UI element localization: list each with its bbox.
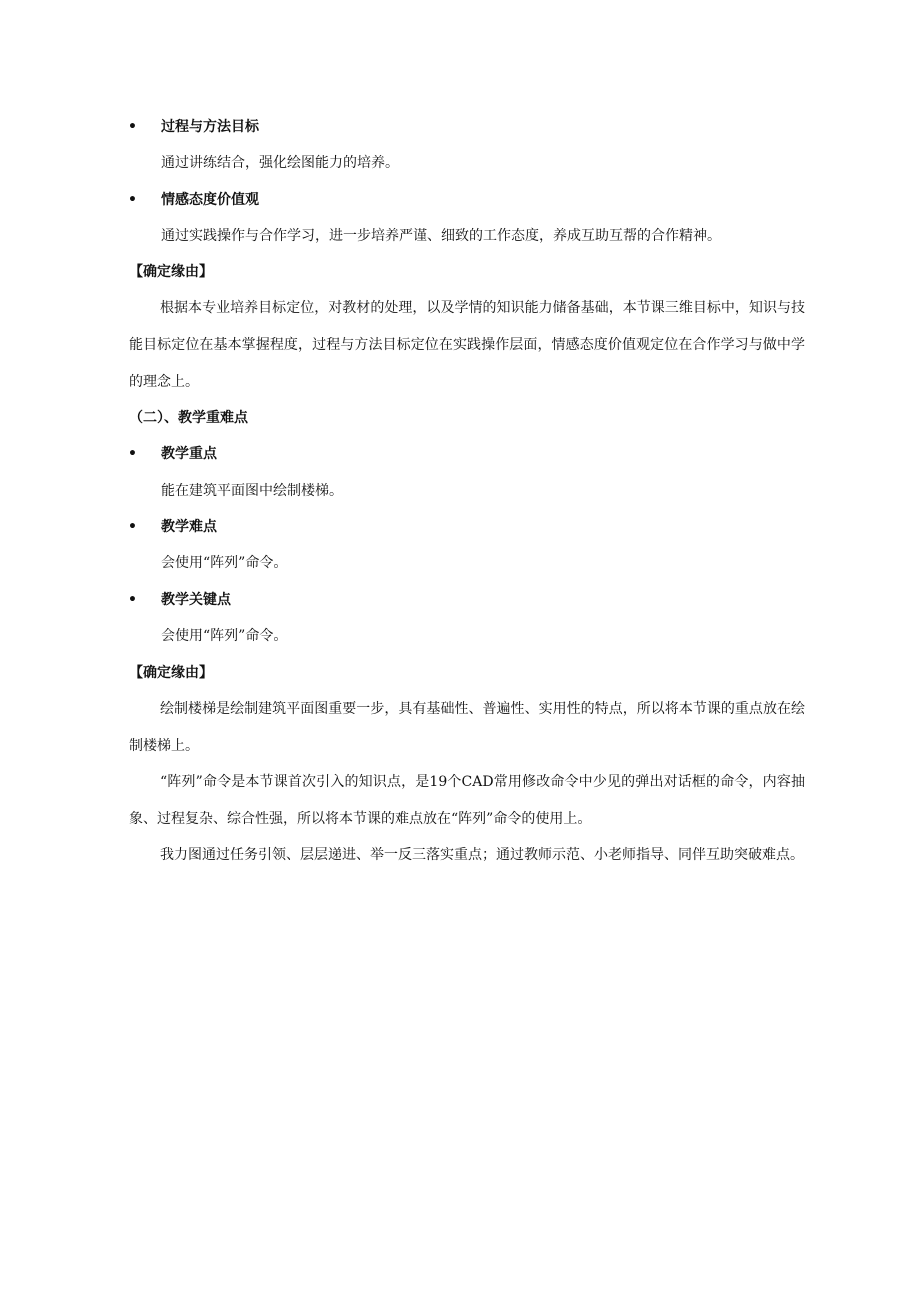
bullet-icon: • xyxy=(128,519,137,535)
bullet-icon: • xyxy=(128,446,137,462)
difficult-point-text: 会使用“阵列”命令。 xyxy=(161,555,288,571)
crucial-point-heading: 教学关键点 xyxy=(161,592,231,608)
bullet-icon: • xyxy=(128,119,137,135)
key-point-heading: 教学重点 xyxy=(161,446,217,462)
emotion-values-text: 通过实践操作与合作学习，进一步培养严谨、细致的工作态度，养成互助互帮的合作精神。 xyxy=(161,228,721,244)
rationale-paragraph: 根据本专业培养目标定位，对教材的处理，以及学情的知识能力储备基础，本节课三维目标中，知识与技能目标定位在基本掌握程度，过程与方法目标定位在实践操作层面，情感态度价值观定位在合作学习与做中学的理念上。 xyxy=(129,300,805,390)
process-method-heading: 过程与方法目标 xyxy=(161,119,259,135)
key-point-text: 能在建筑平面图中绘制楼梯。 xyxy=(161,483,343,499)
rationale-paragraph: “阵列”命令是本节课首次引入的知识点，是19个CAD常用修改命令中少见的弹出对话框的命令，内容抽象、过程复杂、综合性强，所以将本节课的难点放在“阵列”命令的使用上。 xyxy=(129,774,805,827)
rationale-paragraph: 绘制楼梯是绘制建筑平面图重要一步，具有基础性、普遍性、实用性的特点，所以将本节课的重点放在绘制楼梯上。 xyxy=(129,701,805,754)
emotion-values-heading: 情感态度价值观 xyxy=(161,192,259,208)
bullet-icon: • xyxy=(128,592,137,608)
section-heading: （二）、教学重难点 xyxy=(129,410,248,426)
crucial-point-text: 会使用“阵列”命令。 xyxy=(161,628,288,644)
rationale-paragraph: 我力图通过任务引领、层层递进、举一反三落实重点；通过教师示范、小老师指导、同伴互助突破难点。 xyxy=(160,847,804,863)
rationale-label: 【确定缘由】 xyxy=(129,665,213,681)
difficult-point-heading: 教学难点 xyxy=(161,519,217,535)
rationale-label: 【确定缘由】 xyxy=(129,264,213,280)
process-method-text: 通过讲练结合，强化绘图能力的培养。 xyxy=(161,155,399,171)
bullet-icon: • xyxy=(128,192,137,208)
